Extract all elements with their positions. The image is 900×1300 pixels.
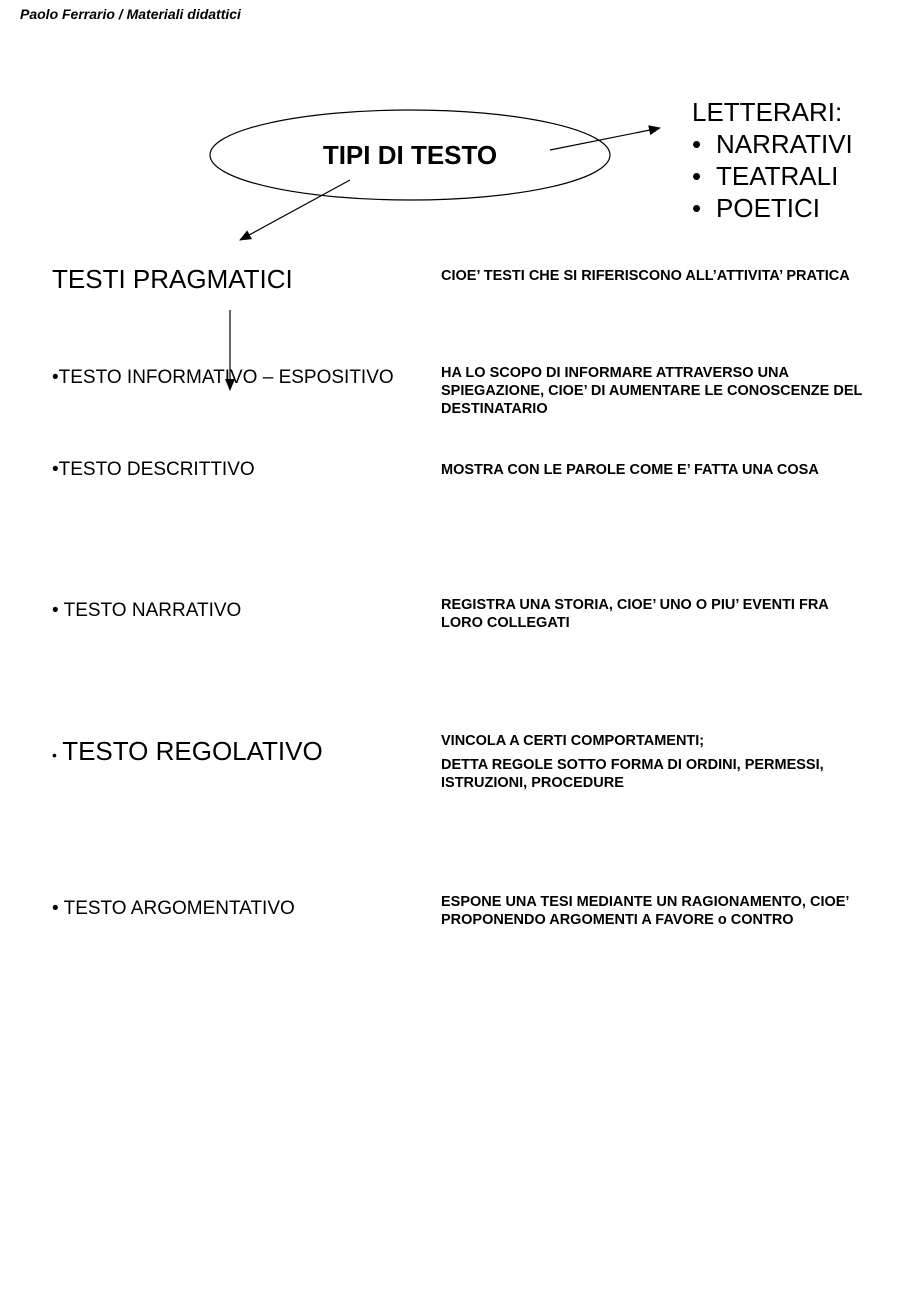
letterari-item-narrativi: • NARRATIVI bbox=[692, 128, 853, 160]
letterari-block bbox=[692, 96, 853, 224]
type-label-descrittivo: •TESTO DESCRITTIVO bbox=[52, 459, 255, 480]
type-description-narrativo bbox=[441, 596, 871, 638]
bullet: • bbox=[52, 746, 57, 763]
type-label-narrativo: • TESTO NARRATIVO bbox=[52, 600, 242, 621]
type-description-regolativo bbox=[441, 732, 871, 798]
description-line: HA LO SCOPO DI INFORMARE ATTRAVERSO UNA SPIEGAZIONE, CIOE’ DI AUMENTARE LE CONOSCENZE DEL DESTINATARIO bbox=[441, 365, 863, 417]
letterari-item-teatrali: • TEATRALI bbox=[692, 160, 853, 192]
description-line: VINCOLA A CERTI COMPORTAMENTI; bbox=[441, 733, 705, 749]
description-line: REGISTRA UNA STORIA, CIOE’ UNO O PIU’ EVENTI FRA LORO COLLEGATI bbox=[441, 597, 829, 631]
pragmatici-description: CIOE’ TESTI CHE SI RIFERISCONO ALL’ATTIVITA’ PRATICA bbox=[441, 268, 850, 284]
type-description-argomentativo bbox=[441, 893, 871, 935]
type-description-informativo bbox=[441, 364, 871, 424]
type-label-regolativo: TESTO REGOLATIVO bbox=[62, 736, 323, 766]
letterari-item-poetici: • POETICI bbox=[692, 192, 853, 224]
letterari-heading: LETTERARI: bbox=[692, 97, 843, 127]
letterari-list bbox=[692, 128, 853, 224]
page-header: Paolo Ferrario / Materiali didattici bbox=[20, 6, 241, 22]
type-label-argomentativo: • TESTO ARGOMENTATIVO bbox=[52, 898, 295, 919]
description-line: MOSTRA CON LE PAROLE COME E’ FATTA UNA COSA bbox=[441, 462, 819, 478]
description-line: DETTA REGOLE SOTTO FORMA DI ORDINI, PERMESSI, ISTRUZIONI, PROCEDURE bbox=[441, 757, 824, 791]
diagram-title: TIPI DI TESTO bbox=[322, 139, 498, 170]
description-line: ESPONE UNA TESI MEDIANTE UN RAGIONAMENTO, CIOE’ PROPONENDO ARGOMENTI A FAVORE o CONTRO bbox=[441, 894, 849, 928]
type-label-informativo: •TESTO INFORMATIVO – ESPOSITIVO bbox=[52, 367, 394, 388]
pragmatici-heading: TESTI PRAGMATICI bbox=[52, 264, 293, 294]
type-description-descrittivo bbox=[441, 461, 871, 485]
type-label-regolativo-row bbox=[52, 736, 323, 767]
